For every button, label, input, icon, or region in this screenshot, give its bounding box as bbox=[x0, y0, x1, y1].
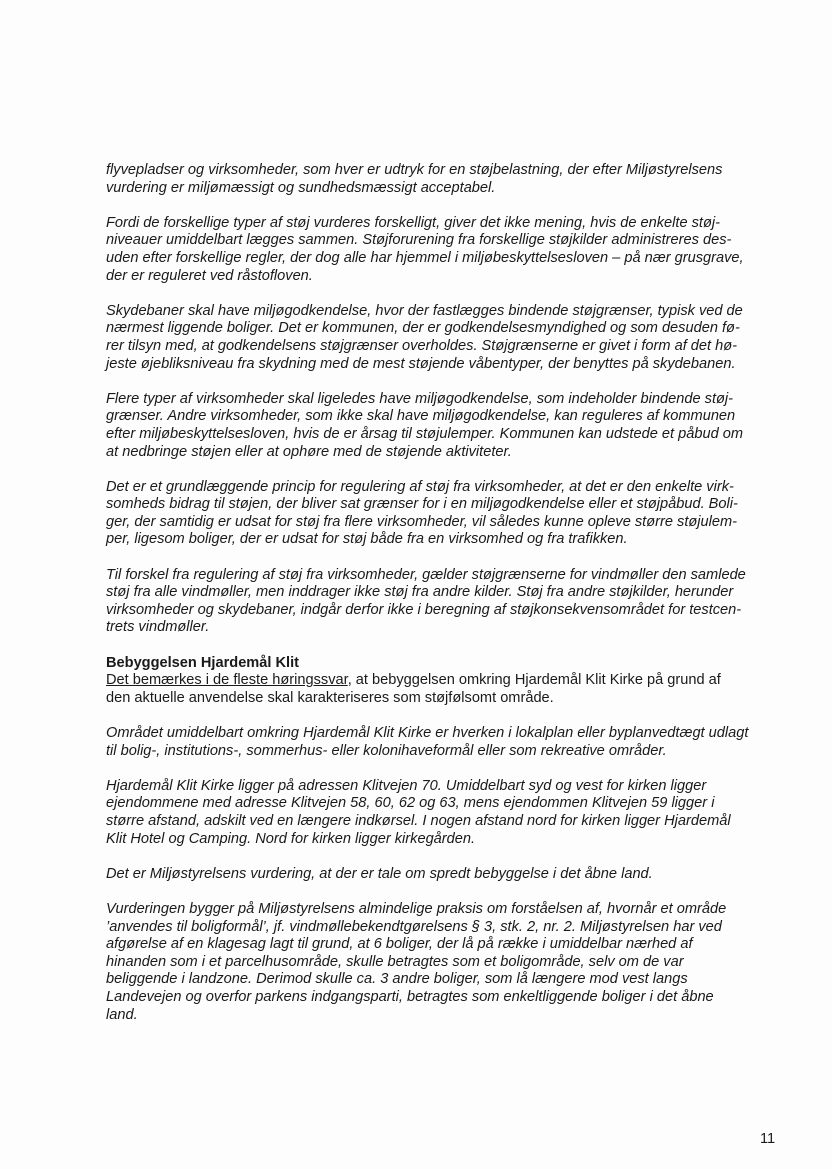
section-lead-paragraph bbox=[106, 672, 780, 707]
section-heading: Bebyggelsen Hjardemål Klit bbox=[106, 654, 300, 671]
paragraph: Flere typer af virksomheder skal ligeledes have miljøgodkendelse, som indeholder bindende støj- grænser. Andre virksomheder, som ikke skal have miljøgodkendelse, kan reguleres af kommunen efter miljøbeskyttelsesloven, hvis de er årsag til støjulemper. Kommunen kan udstede et påbud om at nedbringe støjen eller at ophøre med de støjende aktiviteter. bbox=[106, 390, 744, 460]
paragraph: flyvepladser og virksomheder, som hver er udtryk for en støjbelastning, der efter Miljøstyrelsens vurdering er miljømæssigt og sundhedsmæssigt acceptabel. bbox=[106, 162, 723, 196]
document-body bbox=[106, 162, 780, 1042]
underlined-reference: Det bemærkes i de fleste høringssvar bbox=[106, 672, 348, 689]
paragraph: Skydebaner skal have miljøgodkendelse, hvor der fastlægges bindende støjgrænser, typisk ved de nærmest liggende boliger. Det er kommunen, der er godkendelsesmyndighed og som desuden fø- rer tilsyn med, at godkendelsens støjgrænser overholdes. Støjgrænserne er givet i form af det hø- jeste øjebliksniveau fra skydning med de mest støjende våbentyper, der benyttes på skydebanen. bbox=[106, 302, 743, 372]
section-lead-text: , at bebyggelsen omkring Hjardemål Klit Kirke på grund af den aktuelle anvendelse skal karakteriseres som støjfølsomt område. bbox=[106, 672, 721, 706]
paragraph: Vurderingen bygger på Miljøstyrelsens almindelige praksis om forståelsen af, hvornår et område ’anvendes til boligformål’, jf. vindmøllebekendtgørelsens § 3, stk. 2, nr. 2. Miljøstyrelsen har ved afgørelse af en klagesag lagt til grund, at 6 boliger, der lå på række i umiddelbar nærhed af hinanden som i et parcelhusområde, skulle betragtes som et boligområde, selv om de var beliggende i landzone. Derimod skulle ca. 3 andre boliger, som lå længere mod vest langs Landevejen og overfor parkens indgangsparti, betragtes som enkeltliggende boliger i det åbne land. bbox=[106, 900, 727, 1023]
paragraph: Til forskel fra regulering af støj fra virksomheder, gælder støjgrænserne for vindmøller den samlede støj fra alle vindmøller, men inddrager ikke støj fra andre kilder. Støj fra andre støjkilder, herunder virksomheder og skydebaner, indgår derfor ikke i beregning af støjkonsekvensområdet for testcen- trets vindmøller. bbox=[106, 566, 746, 636]
paragraph: Fordi de forskellige typer af støj vurderes forskelligt, giver det ikke mening, hvis de enkelte støj- niveauer umiddelbart lægges sammen. Støjforurening fra forskellige støjkilder administreres des- uden efter forskellige regler, der dog alle har hjemmel i miljøbeskyttelsesloven – på nær grusgrave, der er reguleret ved råstofloven. bbox=[106, 214, 744, 284]
paragraph: Det er et grundlæggende princip for regulering af støj fra virksomheder, at det er den enkelte virk- somheds bidrag til støjen, der bliver sat grænser for i en miljøgodkendelse eller et støjpåbud. Boli- ger, der samtidig er udsat for støj fra flere virksomheder, vil således kunne opleve større støjulem- per, ligesom boliger, der er udsat for støj både fra en virksomhed og fra trafikken. bbox=[106, 478, 738, 548]
paragraph: Hjardemål Klit Kirke ligger på adressen Klitvejen 70. Umiddelbart syd og vest for kirken ligger ejendommene med adresse Klitvejen 58, 60, 62 og 63, mens ejendommen Klitvejen 59 ligger i større afstand, adskilt ved en længere indkørsel. I nogen afstand nord for kirken ligger Hjardemål Klit Hotel og Camping. Nord for kirken ligger kirkegården. bbox=[106, 777, 731, 847]
paragraph: Området umiddelbart omkring Hjardemål Klit Kirke er hverken i lokalplan eller byplanvedtægt udlagt til bolig-, institutions-, sommerhus- eller kolonihaveformål eller som rekreative områder. bbox=[106, 725, 749, 759]
page-number: 11 bbox=[760, 1131, 776, 1147]
paragraph: Det er Miljøstyrelsens vurdering, at der er tale om spredt bebyggelse i det åbne land. bbox=[106, 865, 653, 882]
